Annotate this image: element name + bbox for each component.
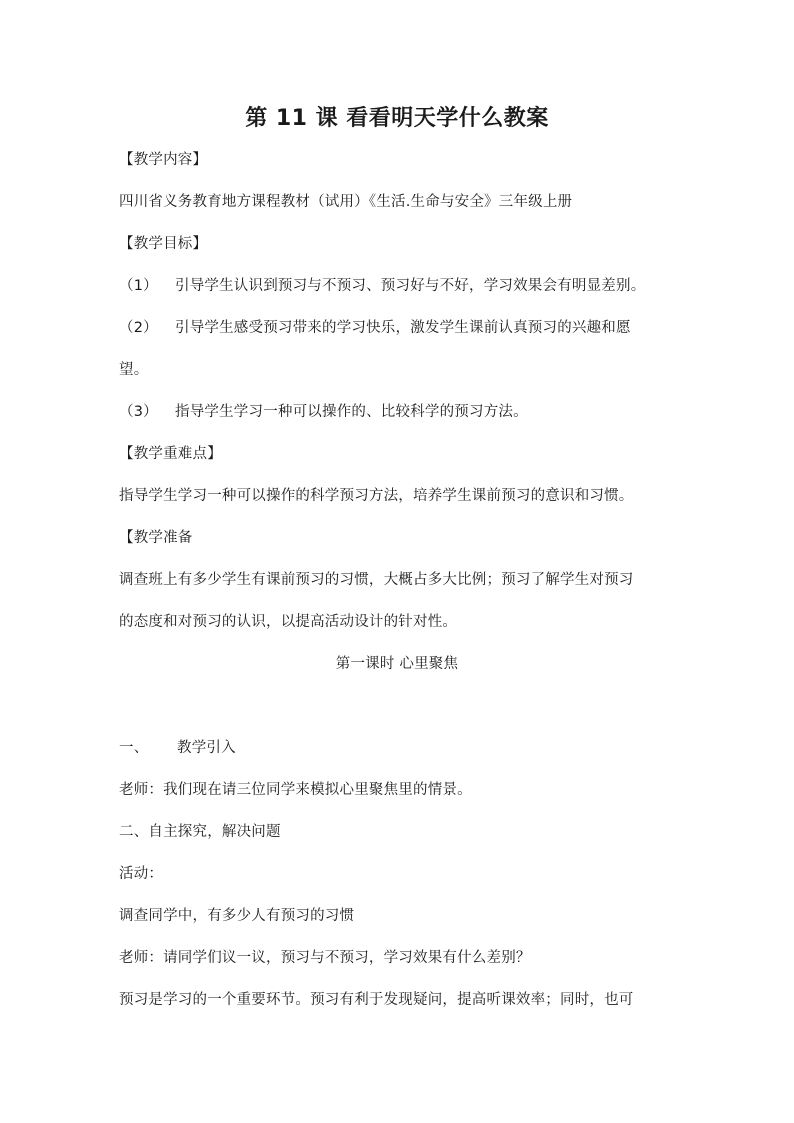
section-heading-goals: 【教学目标】	[119, 236, 208, 252]
part-one-text: 老师：我们现在请三位同学来模拟心里聚焦里的情景。	[119, 782, 472, 798]
closing-text: 预习是学习的一个重要环节。预习有利于发现疑问，提高听课效率；同时，也可	[119, 992, 634, 1008]
document-title: 第 11 课 看看明天学什么教案	[245, 106, 549, 131]
goal-item-2-continued	[119, 360, 148, 380]
goal-item-1	[119, 276, 645, 296]
section-heading-preparation: 【教学准备	[119, 530, 193, 546]
preparation-text-line-2: 的态度和对预习的认识，以提高活动设计的针对性。	[119, 614, 458, 630]
teacher-question: 老师：请同学们议一议，预习与不预习，学习效果有什么差别？	[119, 950, 531, 966]
section-heading-content: 【教学内容】	[119, 152, 208, 168]
goal-item-2	[119, 318, 631, 338]
goal-item-3	[119, 402, 528, 422]
goal-text: 望。	[119, 362, 149, 378]
part-title: 教学引入	[177, 740, 236, 756]
goal-text: 引导学生认识到预习与不预习、预习好与不好，学习效果会有明显差别。	[175, 278, 646, 294]
preparation-text-line-1: 调查班上有多少学生有课前预习的习惯，大概占多大比例；预习了解学生对预习	[119, 572, 634, 588]
content-text: 四川省义务教育地方课程教材（试用）《生活.生命与安全》三年级上册	[119, 194, 573, 210]
goal-number: （3）	[119, 404, 158, 420]
goal-number: （2）	[119, 320, 158, 336]
lesson-title: 第一课时 心里聚焦	[335, 656, 459, 672]
goal-text: 指导学生学习一种可以操作的、比较科学的预习方法。	[175, 404, 528, 420]
goal-text: 引导学生感受预习带来的学习快乐，激发学生课前认真预习的兴趣和愿	[175, 320, 631, 336]
section-heading-key-points: 【教学重难点】	[119, 446, 222, 462]
part-one-heading	[119, 738, 236, 758]
activity-label: 活动：	[119, 866, 164, 882]
activity-text: 调查同学中，有多少人有预习的习惯	[119, 908, 355, 924]
key-points-text: 指导学生学习一种可以操作的科学预习方法，培养学生课前预习的意识和习惯。	[119, 488, 634, 504]
part-number: 一、	[119, 740, 149, 756]
part-two-heading: 二、自主探究，解决问题	[119, 824, 281, 840]
goal-number: （1）	[119, 278, 158, 294]
